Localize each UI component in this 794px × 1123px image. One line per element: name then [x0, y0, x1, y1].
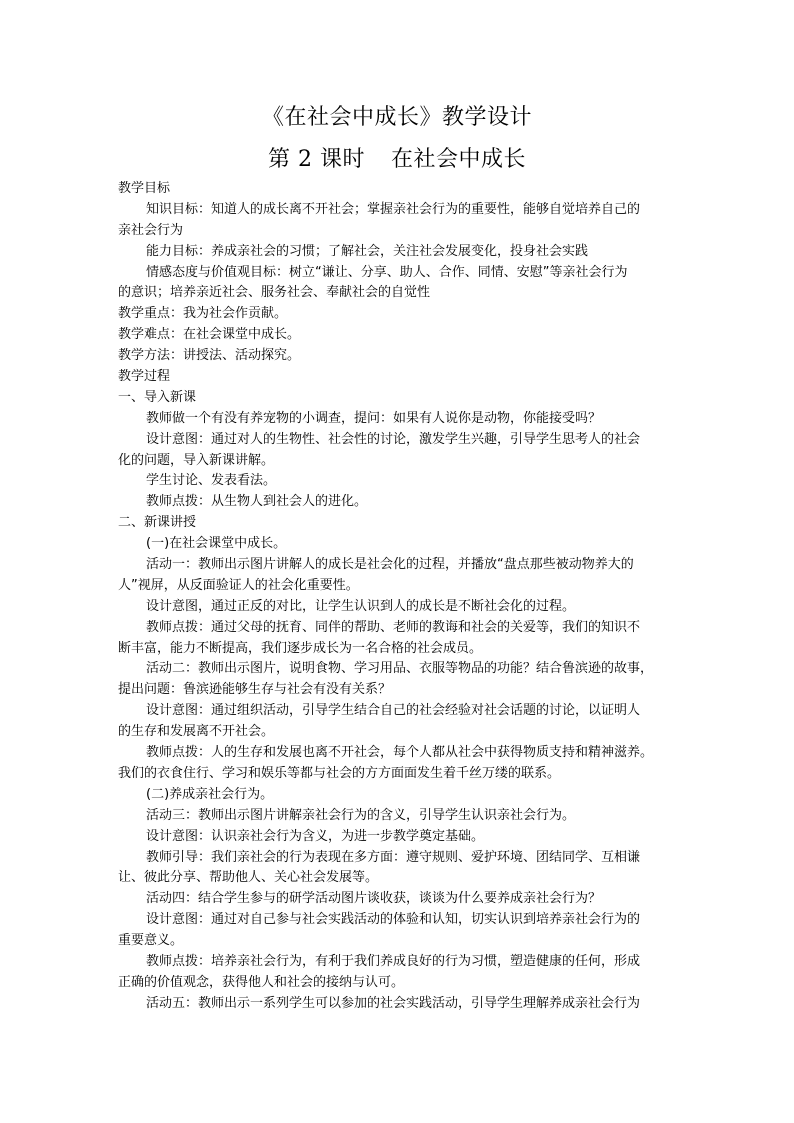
body-line: 教师点拨：从生物人到社会人的进化。 [146, 494, 368, 510]
body-line: 设计意图：通过组织活动，引导学生结合自己的社会经验对社会话题的讨论，以证明人 [146, 703, 641, 719]
lesson-topic: 在社会中成长 [390, 147, 526, 172]
body-line: 活动五：教师出示一系列学生可以参加的社会实践活动，引导学生理解养成亲社会行为 [146, 995, 641, 1011]
body-line: 教师点拨：培养亲社会行为，有利于我们养成良好的行为习惯，塑造健康的任何，形成 [146, 953, 641, 969]
body-line: 断丰富，能力不断提高，我们逐步成长为一名合格的社会成员。 [118, 640, 483, 656]
body-line: 教师点拨：人的生存和发展也离不开社会，每个人都从社会中获得物质支持和精神滋养。 [146, 745, 654, 761]
body-line: 设计意图：通过对人的生物性、社会性的讨论，激发学生兴趣，引导学生思考人的社会 [146, 431, 641, 447]
body-line: 教师点拨：通过父母的抚育、同伴的帮助、老师的教诲和社会的关爱等，我们的知识不 [146, 619, 641, 635]
body-line: (一)在社会课堂中成长。 [146, 536, 287, 552]
body-line: 正确的价值观念，获得他人和社会的接纳与认可。 [118, 974, 405, 990]
body-line: 教学过程 [118, 369, 171, 385]
body-line: 设计意图，通过正反的对比，让学生认识到人的成长是不断社会化的过程。 [146, 598, 576, 614]
body-line: 能力目标：养成亲社会的习惯；了解社会，关注社会发展变化，投身社会实践 [146, 243, 589, 259]
body-line: 的意识；培养亲近社会、服务社会、奉献社会的自觉性 [118, 285, 431, 301]
body-line: 活动三：教师出示图片讲解亲社会行为的含义，引导学生认识亲社会行为。 [146, 807, 576, 823]
body-line: 教学目标 [118, 181, 171, 196]
body-line: 教学方法：讲授法、活动探究。 [118, 348, 301, 364]
body-line: 知识目标：知道人的成长离不开社会；掌握亲社会行为的重要性，能够自觉培养自己的 [146, 201, 641, 217]
body-line: 的生存和发展离不开社会。 [118, 724, 275, 740]
lesson-subtitle [0, 145, 794, 175]
body-line: 化的问题，导入新课讲解。 [118, 452, 275, 468]
body-line: 重要意义。 [118, 933, 184, 949]
body-line: 活动一：教师出示图片讲解人的成长是社会化的过程，并播放“盘点那些被动物养大的 [146, 557, 634, 573]
body-line: 人”视屏，从反面验证人的社会化重要性。 [118, 577, 359, 593]
body-line: 一、导入新课 [118, 389, 197, 405]
body-line: 活动二：教师出示图片，说明食物、学习用品、衣服等物品的功能？结合鲁滨逊的故事， [146, 661, 654, 677]
body-line: 二、新课讲授 [118, 515, 197, 531]
body-line: (二)养成亲社会行为。 [146, 786, 274, 802]
body-line: 我们的衣食住行、学习和娱乐等都与社会的方方面面发生着千丝万缕的联系。 [118, 765, 561, 781]
body-line: 教师做一个有没有养宠物的小调查，提问：如果有人说你是动物，你能接受吗？ [146, 410, 602, 426]
body-line: 设计意图：通过对自己参与社会实践活动的体验和认知，切实认识到培养亲社会行为的 [146, 912, 641, 928]
body-line: 学生讨论、发表看法。 [146, 473, 277, 489]
body-line: 提出问题：鲁滨逊能够生存与社会有没有关系？ [118, 682, 392, 698]
body-line: 教师引导：我们亲社会的行为表现在多方面：遵守规则、爱护环境、团结同学、互相谦 [146, 849, 641, 865]
body-line: 活动四：结合学生参与的研学活动图片谈收获，谈谈为什么要养成亲社会行为？ [146, 891, 602, 907]
body-line: 教学重点：我为社会作贡献。 [118, 306, 288, 322]
body-line: 教学难点：在社会课堂中成长。 [118, 327, 301, 343]
body-line: 情感态度与价值观目标：树立“谦让、分享、助人、合作、同情、安慰”等亲社会行为 [146, 264, 628, 280]
lesson-number: 第 2 课时 [268, 147, 365, 172]
body-line: 设计意图：认识亲社会行为含义，为进一步教学奠定基础。 [146, 828, 485, 844]
body-line: 让、彼此分享、帮助他人、关心社会发展等。 [118, 870, 379, 886]
body-line: 亲社会行为 [118, 222, 184, 238]
document-body [118, 179, 678, 1015]
document-title: 《在社会中成长》教学设计 [261, 105, 532, 130]
